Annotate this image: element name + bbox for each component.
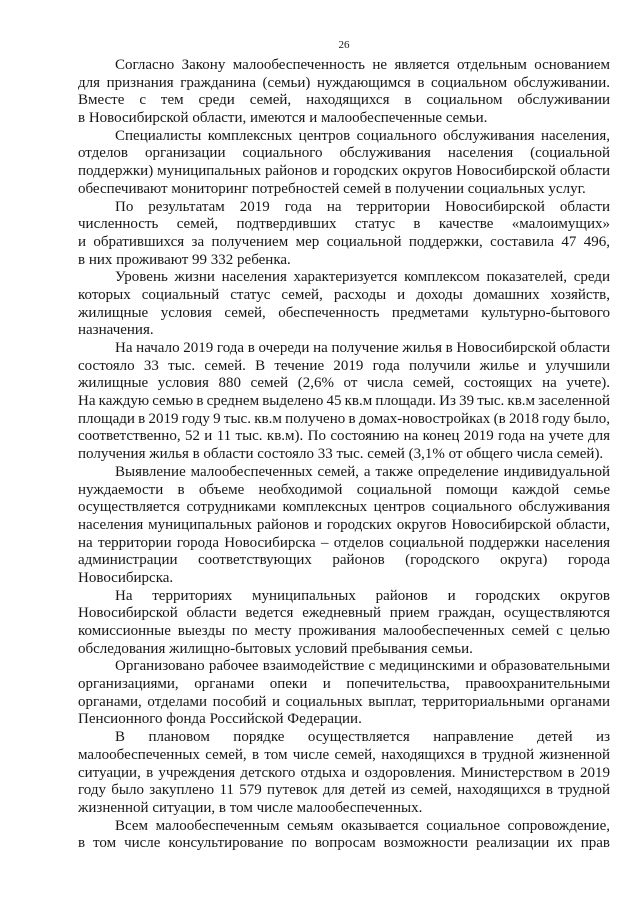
text-line: поддержки) муниципальных районов и городских округов Новосибирской области <box>78 163 610 180</box>
text-line: для признания гражданина (семьи) нуждающимся в социальном обслуживании. <box>78 74 610 91</box>
text-line: состояло 33 тыс. семей. В течение 2019 года получили жилье и улучшили <box>78 357 610 374</box>
text-line: назначения. <box>78 322 154 339</box>
text-line: Выявление малообеспеченных семей, а также определение индивидуальной <box>115 463 610 480</box>
paragraph <box>78 199 610 270</box>
text-line: организациями, органами опеки и попечительства, правоохранительными <box>78 676 610 693</box>
text-line: в Новосибирской области, имеются и малообеспеченные семьи. <box>78 110 488 127</box>
text-line: в том числе консультирование по вопросам возможности реализации их прав <box>78 835 610 852</box>
text-line: нуждаемости в объеме необходимой социальной помощи каждой семье <box>78 481 610 498</box>
text-line: ситуации, в учреждения детского отдыха и оздоровления. Министерством в 2019 <box>78 764 610 781</box>
paragraph <box>78 269 610 340</box>
text-line: жизненной ситуации, в том числе малообеспеченных. <box>78 799 423 816</box>
text-line: Вместе с тем среди семей, находящихся в социальном обслуживании <box>78 92 610 109</box>
paragraph <box>78 464 610 588</box>
paragraph <box>78 57 610 128</box>
text-line: получения жилья в области состояло 33 тыс. семей (3,1% от общего числа семей). <box>78 446 604 463</box>
text-line: в них проживают 99 332 ребенка. <box>78 251 291 268</box>
text-line: отделов организации социального обслуживания населения (социальной <box>78 145 610 162</box>
text-line: осуществляется сотрудниками комплексных центров социального обслуживания <box>78 499 610 516</box>
text-line: комиссионные выезды по месту проживания малообеспеченных семей с целью <box>78 623 610 639</box>
text-line: На начало 2019 года в очереди на получение жилья в Новосибирской области <box>115 340 610 356</box>
text-line: и обратившихся за получением мер социальной поддержки, составила 47 496, <box>78 233 610 250</box>
text-line: Новосибирской области ведется ежедневный прием граждан, осуществляются <box>78 605 610 622</box>
paragraph <box>78 658 610 729</box>
text-line: населения муниципальных районов и городских округов Новосибирской области, <box>78 516 610 533</box>
text-line: Новосибирска. <box>78 569 174 586</box>
text-line: Специалисты комплексных центров социального обслуживания населения, <box>115 127 610 144</box>
text-line: году было закуплено 11 579 путевок для детей из семей, находящихся в трудной <box>78 782 610 799</box>
text-line: По результатам 2019 года на территории Новосибирской области <box>115 198 610 215</box>
text-line: которых социальный статус семей, расходы и доходы домашних хозяйств, <box>78 286 610 303</box>
text-line: обследования жилищно-бытовых условий пребывания семьи. <box>78 640 473 657</box>
text-line: администрации соответствующих районов (городского округа) города <box>78 552 610 569</box>
text-line: соответственно, 52 и 11 тыс. кв.м). По состоянию на конец 2019 года на учете для <box>78 428 610 445</box>
text-line: на территории города Новосибирска – отделов социальной поддержки населения <box>78 534 610 551</box>
text-line: В плановом порядке осуществляется направление детей из <box>115 729 610 746</box>
text-line: органами, отделами пособий и социальных выплат, территориальными органами <box>78 693 610 710</box>
paragraph <box>78 588 610 659</box>
text-line: жилищные условия семей, обеспеченность предметами культурно-бытового <box>78 304 610 321</box>
paragraph <box>78 729 610 817</box>
text-line: численность семей, подтвердивших статус в качестве «малоимущих» <box>78 216 610 233</box>
text-line: Уровень жизни населения характеризуется комплексом показателей, среди <box>115 269 610 286</box>
paragraph <box>78 818 610 853</box>
paragraph <box>78 340 610 464</box>
text-line: Согласно Закону малообеспеченность не является отдельным основанием <box>115 57 610 73</box>
text-line: Организовано рабочее взаимодействие с медицинскими и образовательными <box>115 658 610 675</box>
text-line: На территориях муниципальных районов и городских округов <box>115 587 610 604</box>
text-line: малообеспеченных семей, в том числе семей, находящихся в трудной жизненной <box>78 746 610 763</box>
text-line: жилищные условия 880 семей (2,6% от числа семей, состоящих на учете). <box>78 375 610 392</box>
text-line: Пенсионного фонда Российской Федерации. <box>78 711 362 728</box>
text-line: На каждую семью в среднем выделено 45 кв.м площади. Из 39 тыс. кв.м заселенной <box>78 393 610 410</box>
paragraph <box>78 128 610 199</box>
text-line: площади в 2019 году 9 тыс. кв.м получено в домах-новостройках (в 2018 году было, <box>78 410 610 427</box>
body-text <box>78 57 610 853</box>
text-line: Всем малообеспеченным семьям оказывается социальное сопровождение, <box>115 817 610 834</box>
page-number: 26 <box>338 39 350 51</box>
text-line: обеспечивают мониторинг потребностей семей в получении социальных услуг. <box>78 180 586 197</box>
